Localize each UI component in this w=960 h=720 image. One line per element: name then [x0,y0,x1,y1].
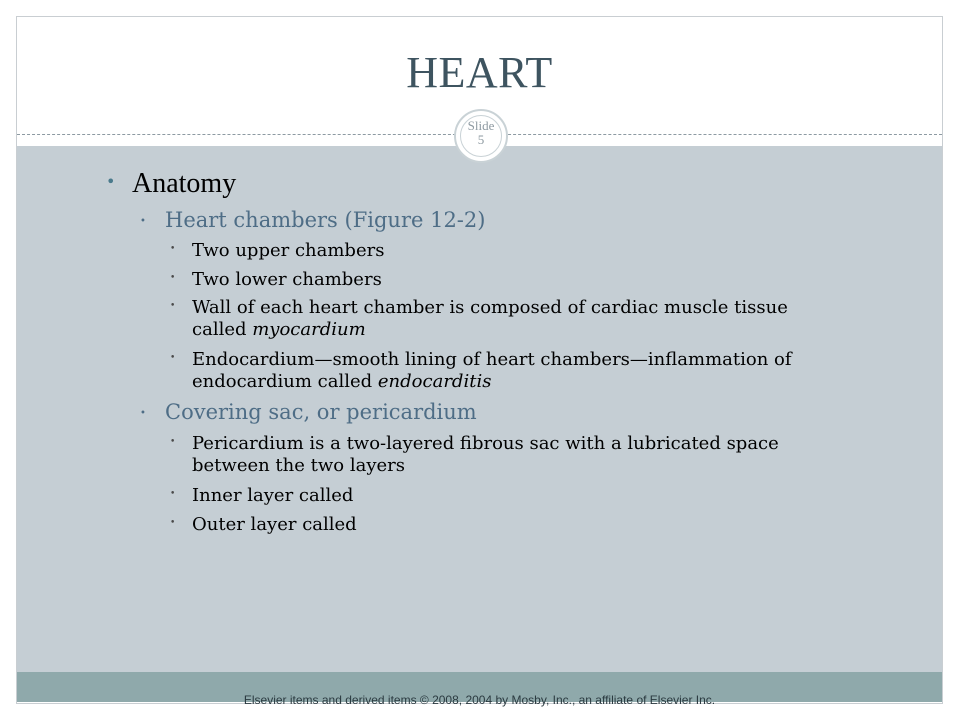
list-item: Outer layer called [192,514,357,535]
list-item: Inner layer called [192,485,354,506]
list-item-emphasis: endocarditis [377,371,492,392]
section-heart-chambers: Heart chambers (Figure 12-2) [165,208,486,232]
bullet-icon: • [170,244,176,254]
slide-badge-label: Slide [467,118,495,133]
bullet-icon: • [170,301,176,311]
list-item: Two lower chambers [192,269,382,290]
bullet-icon: • [170,437,176,447]
footer-copyright: Elsevier items and derived items © 2008, 2004 by Mosby, Inc., an affiliate of Elsevier Inc. [243,693,716,707]
bullet-icon: • [170,353,176,363]
bullet-icon: • [170,273,176,283]
slide-badge-number: 5 [477,132,485,147]
list-item-emphasis: myocardium [252,319,366,340]
list-item: Two upper chambers [192,240,385,261]
heading-anatomy: Anatomy [132,168,237,199]
slide-number-badge [454,109,508,163]
list-item-text: Wall of each heart chamber is composed of cardiac muscle tissue called [192,297,788,340]
bullet-icon: • [170,518,176,528]
list-item [192,297,842,341]
bullet-icon: • [140,408,146,419]
section-pericardium: Covering sac, or pericardium [165,400,477,424]
slide-title: HEART [406,48,553,97]
bullet-icon: • [140,216,146,227]
list-item [192,349,842,393]
list-item-text: Endocardium—smooth lining of heart chambers—inflammation of endocardium called [192,349,792,392]
bullet-icon: • [170,489,176,499]
slide-number-badge-inner [460,115,502,157]
list-item: Pericardium is a two-layered fibrous sac with a lubricated space between the two layers [192,433,779,476]
bullet-icon: • [106,172,116,191]
